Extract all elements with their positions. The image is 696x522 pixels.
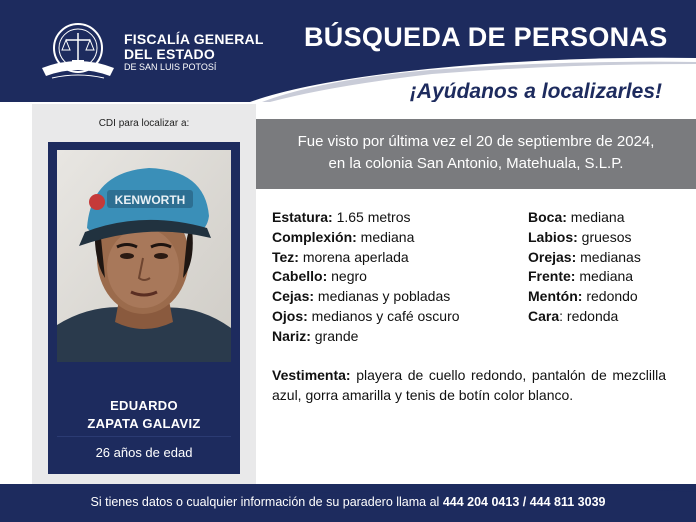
feature-height xyxy=(272,208,460,228)
feature-skin xyxy=(272,248,460,268)
feature-ears xyxy=(528,248,641,268)
feature-label: Nariz: xyxy=(272,327,311,344)
feature-label: Boca: xyxy=(528,209,567,225)
feature-nose xyxy=(272,327,460,347)
org-line-1: FISCALÍA GENERAL xyxy=(124,31,264,47)
feature-value: medianas xyxy=(580,248,641,265)
person-portrait-image xyxy=(57,150,231,362)
fiscalia-seal-logo xyxy=(38,18,118,86)
feature-value: : redonda xyxy=(559,307,619,324)
person-first-name: EDUARDO xyxy=(110,398,178,413)
clothing-label: Vestimenta: xyxy=(272,367,351,383)
person-panel xyxy=(32,104,256,484)
feature-value: negro xyxy=(331,268,367,285)
feature-value: mediana xyxy=(579,268,634,285)
feature-label: Cara xyxy=(528,307,560,324)
feature-value: mediana xyxy=(360,228,415,245)
feature-value: morena aperlada xyxy=(302,248,409,265)
feature-eyebrows xyxy=(272,287,460,307)
feature-mouth xyxy=(528,208,641,228)
feature-value: grande xyxy=(314,327,359,344)
page-title: BÚSQUEDA DE PERSONAS xyxy=(304,22,668,52)
feature-label: Ojos: xyxy=(272,307,308,324)
person-card xyxy=(48,142,240,474)
last-seen-line-1: Fue visto por última vez el 20 de septiembre de 2024, xyxy=(297,133,655,150)
footer-contact xyxy=(0,495,696,509)
feature-label: Cejas: xyxy=(272,288,315,305)
cap-logo-text: KENWORTH xyxy=(114,193,186,207)
feature-eyes xyxy=(272,307,460,327)
slogan: ¡Ayúdanos a localizarles! xyxy=(409,80,662,102)
feature-value: medianos y café oscuro xyxy=(311,307,460,324)
feature-label: Tez: xyxy=(272,248,299,265)
organization-name xyxy=(124,32,264,73)
person-photo xyxy=(57,150,231,362)
feature-value: medianas y pobladas xyxy=(317,288,451,305)
feature-label: Complexión: xyxy=(272,228,357,245)
last-seen-line-2: en la colonia San Antonio, Matehuala, S.L.P. xyxy=(328,155,624,172)
last-seen-band xyxy=(256,119,696,189)
clothing-value: playera de cuello redondo, pantalón de mezclilla azul, gorra amarilla y tenis de botín color blanco. xyxy=(272,367,667,403)
feature-build xyxy=(272,228,460,248)
feature-label: Cabello: xyxy=(272,268,328,285)
feature-chin xyxy=(528,287,641,307)
last-seen-text xyxy=(256,131,696,175)
clothing-description xyxy=(272,365,666,405)
feature-label: Frente: xyxy=(528,268,576,285)
header-banner xyxy=(0,0,696,102)
footer-banner xyxy=(0,484,696,522)
feature-value: redondo xyxy=(586,288,638,305)
feature-value: mediana xyxy=(570,209,625,225)
feature-label: Labios: xyxy=(528,228,578,245)
feature-label: Orejas: xyxy=(528,248,577,265)
feature-face xyxy=(528,307,641,327)
feature-value: gruesos xyxy=(581,228,632,245)
org-line-3: DE SAN LUIS POTOSÍ xyxy=(124,62,217,72)
person-last-name: ZAPATA GALAVIZ xyxy=(87,416,201,431)
physical-features-right xyxy=(528,208,641,327)
feature-label: Estatura: xyxy=(272,209,333,225)
footer-phones[interactable]: 444 204 0413 / 444 811 3039 xyxy=(442,495,606,509)
feature-hair xyxy=(272,267,460,287)
physical-features-left xyxy=(272,208,460,347)
org-line-2: DEL ESTADO xyxy=(124,46,215,62)
feature-forehead xyxy=(528,267,641,287)
person-age: 26 años de edad xyxy=(57,436,231,468)
feature-label: Mentón: xyxy=(528,288,583,305)
feature-value: 1.65 metros xyxy=(336,209,411,225)
footer-text: Si tienes datos o cualquier información de su paradero llama al xyxy=(90,495,443,509)
cdi-label: CDI para localizar a: xyxy=(98,118,190,129)
feature-lips xyxy=(528,228,641,248)
